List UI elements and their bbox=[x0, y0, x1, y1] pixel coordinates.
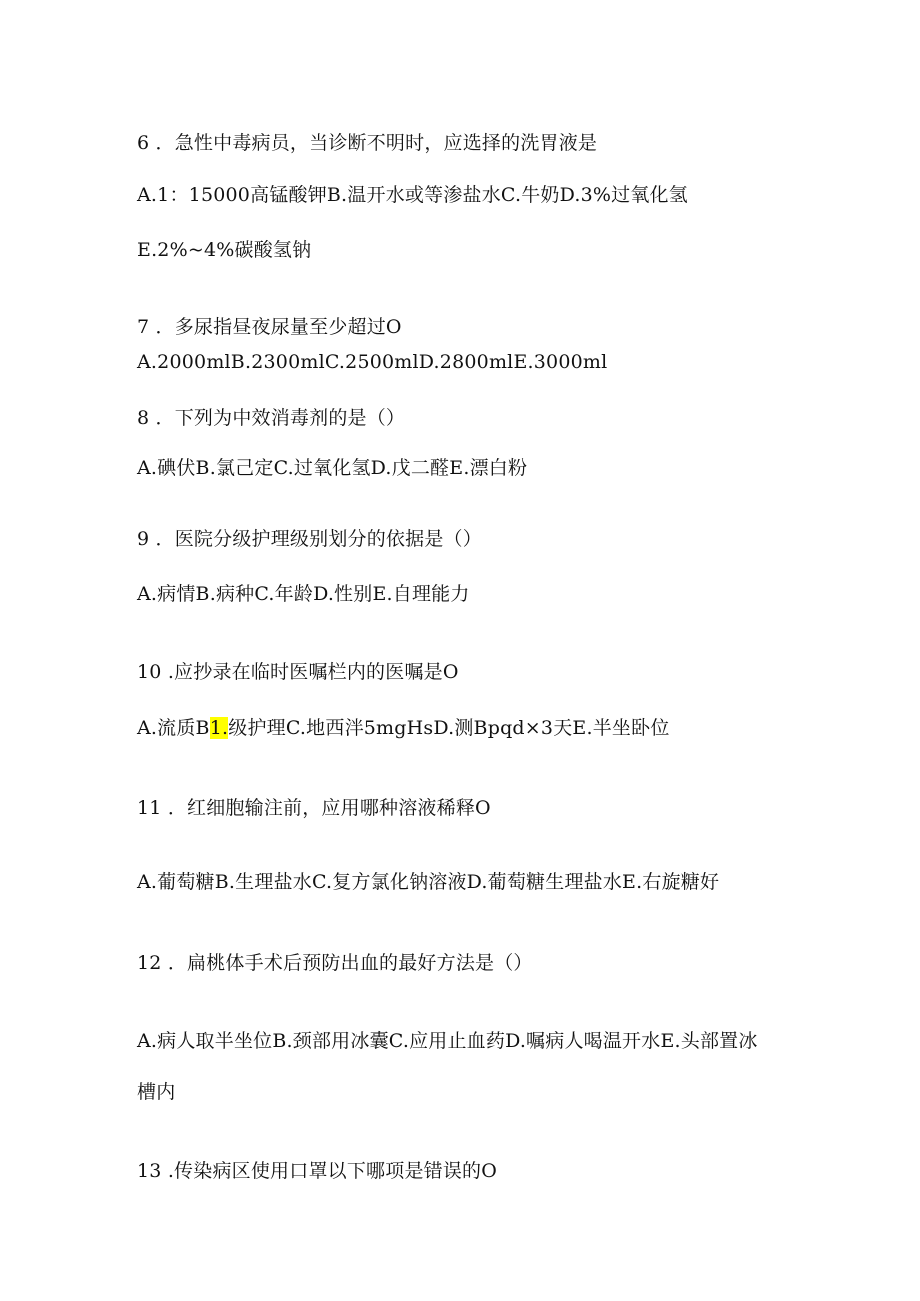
question-12-stem: 12 ．扁桃体手术后预防出血的最好方法是（） bbox=[137, 952, 533, 974]
question-7-options: A.2000mlB.2300mlC.2500mlD.2800mlE.3000ml bbox=[137, 351, 608, 373]
question-9-options: A.病情B.病种C.年龄D.性别E.自理能力 bbox=[137, 583, 470, 605]
question-10-options-part-b: 级护理C.地西泮5mgHsD.测Bpqd×3天E.半坐卧位 bbox=[228, 717, 670, 739]
question-10-stem: 10 .应抄录在临时医嘱栏内的医嘱是O bbox=[137, 661, 459, 683]
question-10-options-part-a: A.流质B bbox=[137, 717, 210, 739]
highlighted-text: 1. bbox=[209, 717, 229, 739]
question-6-stem: 6 ．急性中毒病员，当诊断不明时，应选择的洗胃液是 bbox=[137, 132, 598, 154]
question-11-options: A.葡萄糖B.生理盐水C.复方氯化钠溶液D.葡萄糖生理盐水E.右旋糖好 bbox=[137, 871, 720, 893]
question-13-stem: 13 .传染病区使用口罩以下哪项是错误的O bbox=[137, 1160, 498, 1182]
question-8-options: A.碘伏B.氯己定C.过氧化氢D.戊二醛E.漂白粉 bbox=[137, 457, 528, 479]
question-9-stem: 9 ．医院分级护理级别划分的依据是（） bbox=[137, 528, 482, 550]
question-6-options: A.1：15000高锰酸钾B.温开水或等渗盐水C.牛奶D.3%过氧化氢 bbox=[137, 184, 688, 206]
question-11-stem: 11 ．红细胞输注前，应用哪种溶液稀释O bbox=[137, 797, 491, 819]
question-12-options: A.病人取半坐位B.颈部用冰囊C.应用止血药D.嘱病人喝温开水E.头部置冰 bbox=[137, 1030, 758, 1052]
question-6-options-continued: E.2%~4%碳酸氢钠 bbox=[137, 239, 312, 261]
question-7-stem: 7 ．多尿指昼夜尿量至少超过O bbox=[137, 316, 402, 338]
question-10-options bbox=[137, 716, 670, 740]
question-12-options-continued: 槽内 bbox=[137, 1081, 176, 1103]
question-8-stem: 8 ．下列为中效消毒剂的是（） bbox=[137, 407, 406, 429]
